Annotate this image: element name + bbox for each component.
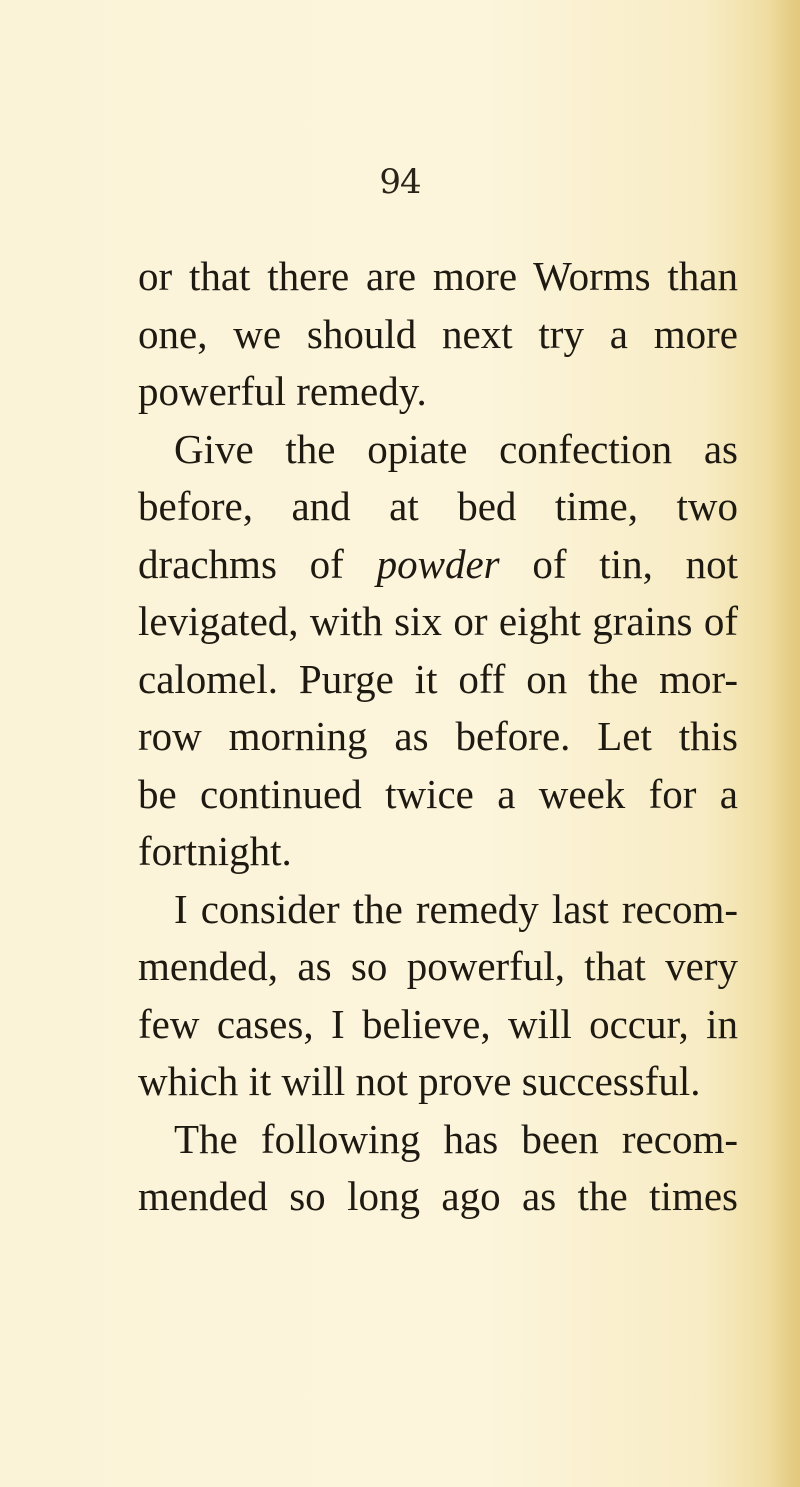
text-line: levigated, with six or eight grains of [138, 598, 738, 644]
text-line: one, we should next try a more [138, 310, 738, 357]
text-line: fortnight. [138, 828, 292, 874]
text-line: powerful remedy. [138, 368, 427, 414]
text-line: mended so long ago as the times [138, 1173, 738, 1219]
text-line-with-italic [138, 536, 738, 594]
text-line: or that there are more Worms than [138, 253, 738, 299]
text-line: Give the opiate confection as [174, 425, 738, 472]
text-line: before, and at bed time, two [138, 483, 738, 529]
text-line: be continued twice a week for a [138, 770, 738, 817]
text-line: row morning as before. Let this [138, 713, 738, 759]
text-line: The following has been recom- [174, 1115, 738, 1162]
italic-word: powder [376, 540, 500, 587]
text-line: few cases, I believe, will occur, in [138, 1000, 738, 1047]
text-line: I consider the remedy last recom- [174, 885, 738, 932]
text-segment: of tin, not [499, 540, 738, 587]
text-segment: drachms of [138, 540, 377, 587]
page-edge-shading [770, 0, 800, 1487]
text-line: mended, as so powerful, that very [138, 943, 738, 989]
text-line: calomel. Purge it off on the mor- [138, 655, 738, 702]
page-number: 94 [379, 162, 421, 202]
text-line: which it will not prove successful. [138, 1058, 701, 1104]
body-text [138, 248, 738, 1226]
